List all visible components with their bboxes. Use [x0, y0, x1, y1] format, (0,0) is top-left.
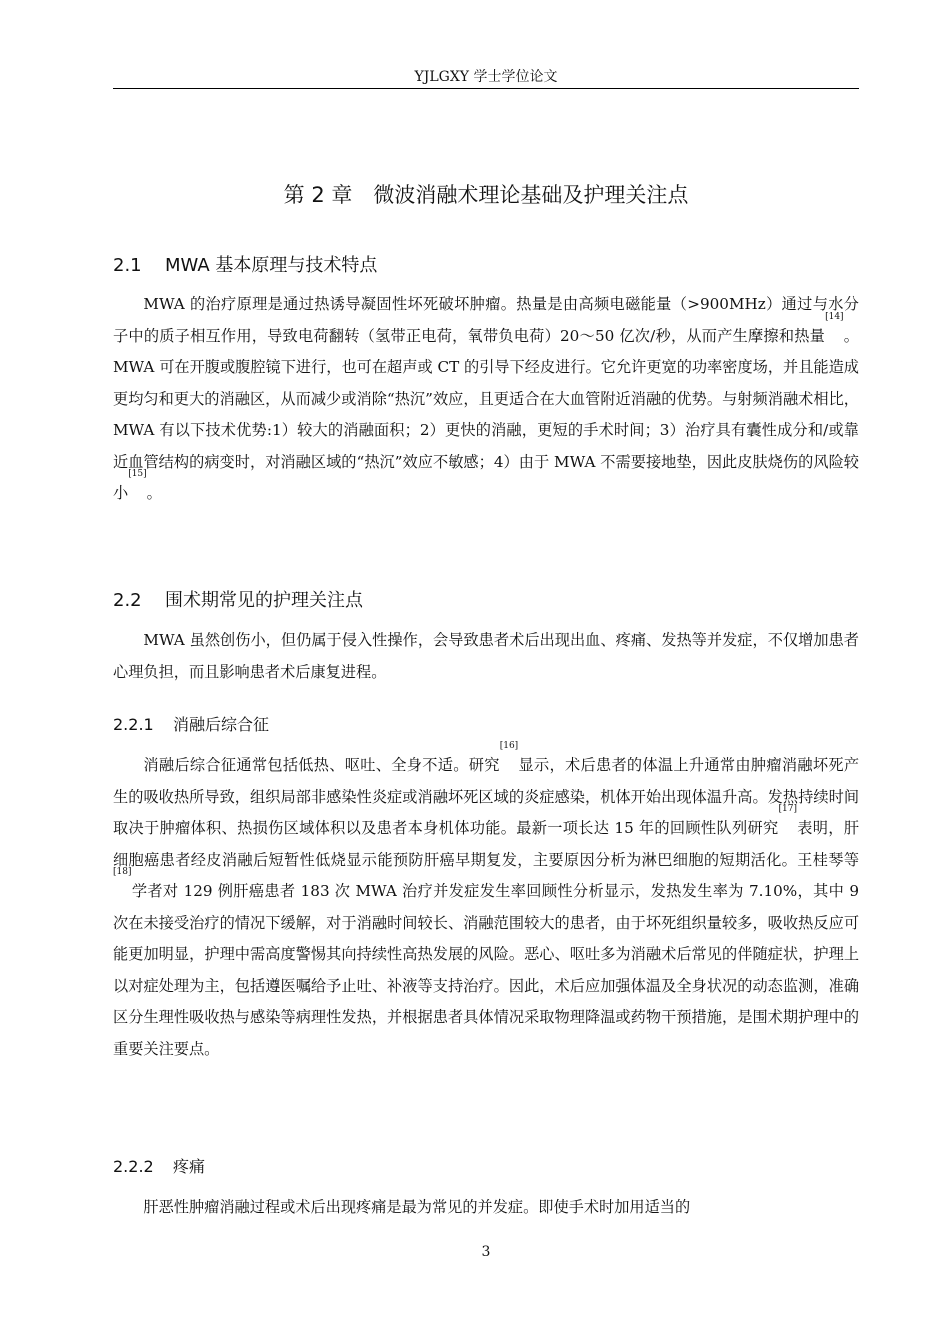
section-2-1-heading	[113, 252, 377, 280]
citation-15: [15]	[128, 469, 147, 479]
running-header: YJLGXY 学士学位论文	[414, 69, 558, 85]
section-title: 消融后综合征	[173, 715, 270, 734]
page-number: 3	[481, 1244, 491, 1260]
citation-16: [16]	[499, 741, 519, 751]
section-2-2-2-paragraph: 肝恶性肿瘤消融过程或术后出现疼痛是最为常见的并发症。即使手术时加用适当的	[143, 1198, 691, 1216]
section-2-2-heading	[113, 587, 363, 615]
chapter-title: 第 2 章 微波消融术理论基础及护理关注点	[283, 183, 689, 207]
paragraph-text: 显示，术后患者的体温上升通常由肿瘤消融坏死产生的吸收热所导致，组织局部非感染性炎症或消融坏死区域的炎症感染，机体开始出现体温升高。发热持续时间取决于肿瘤体积、热损伤区域体积以及患者本身机体功能。最新一项长达 15 年的回顾性队列研究	[113, 756, 860, 837]
section-number: 2.2.1	[113, 715, 154, 734]
citation-17: [17]	[778, 804, 797, 814]
section-number: 2.2.2	[113, 1157, 154, 1176]
paragraph-text: 表明，肝细胞癌患者经皮消融后短暂性低烧显示能预防肝癌早期复发，主要原因分析为淋巴细胞的短期活化。王桂琴等	[113, 819, 860, 869]
section-number: 2.2	[113, 590, 142, 611]
section-2-2-2-heading	[113, 1154, 205, 1180]
paragraph-text: 。MWA 可在开腹或腹腔镜下进行，也可在超声或 CT 的引导下经皮进行。它允许更宽的功率密度场，并且能造成更均匀和更大的消融区，从而减少或消除“热沉”效应，且更适合在大血管附近消融的优势。与射频消融术相比，MWA 有以下技术优势:1）较大的消融面积；2）更快的消融，更短的手术时间；3）治疗具有囊性成分和/或靠近血管结构的病变时，对消融区域的“热沉”效应不敏感；4）由于 MWA 不需要接地垫，因此皮肤烧伤的风险较小	[113, 326, 859, 502]
citation-18: [18]	[113, 867, 132, 877]
header-divider	[113, 88, 859, 89]
section-title: MWA 基本原理与技术特点	[165, 255, 378, 276]
section-2-2-1-heading	[113, 712, 269, 738]
citation-14: [14]	[825, 311, 844, 322]
section-title: 围术期常见的护理关注点	[165, 590, 363, 611]
section-2-2-1-paragraph	[113, 741, 860, 1065]
paragraph-text: 。	[146, 484, 162, 502]
section-number: 2.1	[113, 255, 142, 276]
paragraph-text: MWA 的治疗原理是通过热诱导凝固性坏死破坏肿瘤。热量是由高频电磁能量（>900MHz）通过与水分子中的质子相互作用，导致电荷翻转（氢带正电荷，氧带负电荷）20～50 亿次/秒，从而产生摩擦和热量	[113, 295, 859, 345]
section-2-1-paragraph	[113, 289, 859, 510]
section-title: 疼痛	[173, 1157, 206, 1176]
paragraph-text: 消融后综合征通常包括低热、呕吐、全身不适。研究	[143, 756, 500, 774]
paragraph-text: 学者对 129 例肝癌患者 183 次 MWA 治疗并发症发生率回顾性分析显示，发热发生率为 7.10%，其中 9 次在未接受治疗的情况下缓解，对于消融时间较长、消融范围较大的患者，由于坏死组织量较多，吸收热反应可能更加明显，护理中需高度警惕其向持续性高热发展的风险。恶心、呕吐多为消融术后常见的伴随症状，护理上以对症处理为主，包括遵医嘱给予止吐、补液等支持治疗。因此，术后应加强体温及全身状况的动态监测，准确区分生理性吸收热与感染等病理性发热，并根据患者具体情况采取物理降温或药物干预措施，是围术期护理中的重要关注要点。	[113, 882, 859, 1058]
section-2-2-paragraph: MWA 虽然创伤小，但仍属于侵入性操作，会导致患者术后出现出血、疼痛、发热等并发症，不仅增加患者心理负担，而且影响患者术后康复进程。	[113, 631, 859, 681]
